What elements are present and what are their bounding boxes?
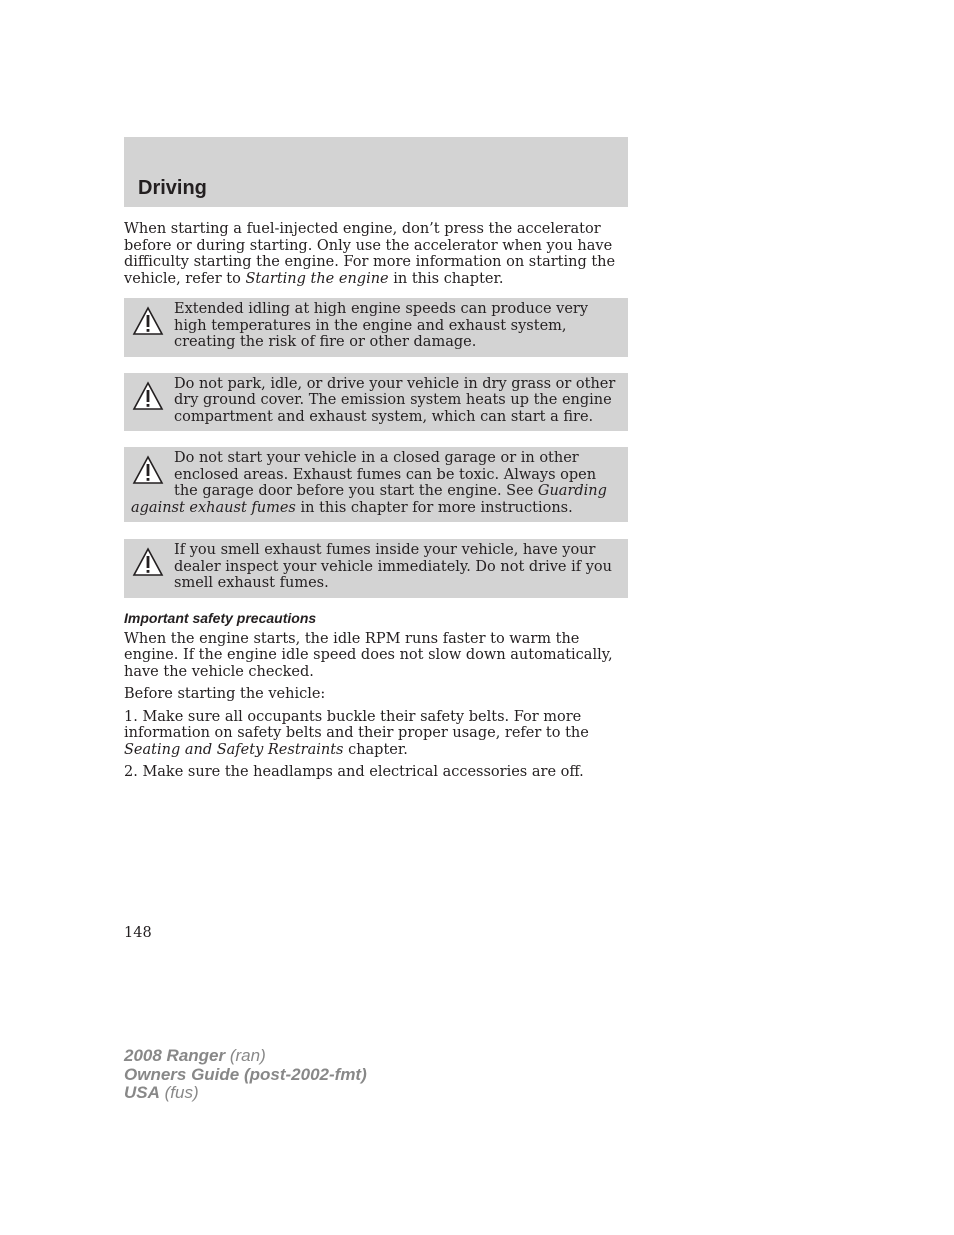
exhaust-fumes-reference: Guarding against exhaust fumes	[131, 483, 607, 516]
page-number: 148	[124, 925, 152, 941]
warning-triangle-icon	[132, 306, 164, 336]
document-footer	[124, 1047, 367, 1103]
list-item-text: 1. Make sure all occupants buckle their safety belts. For more information on safety belts and their proper usage, refer to the	[124, 708, 589, 741]
warning-text: If you smell exhaust fumes inside your vehicle, have your dealer inspect your vehicle immediately. Do not drive if you smell exhaust fumes.	[174, 542, 612, 591]
warning-triangle-icon	[132, 381, 164, 411]
warning-text: Do not park, idle, or drive your vehicle in dry grass or other dry ground cover. The emission system heats up the engine compartment and exhaust system, which can start a fire.	[174, 375, 616, 425]
page-content	[124, 221, 628, 787]
warning-text-end: in this chapter for more instructions.	[295, 499, 573, 516]
warning-box-dry-grass	[124, 373, 628, 432]
chapter-title: Driving	[138, 177, 207, 199]
section-paragraph: When the engine starts, the idle RPM runs faster to warm the engine. If the engine idle speed does not slow down automatically, have the vehicle checked.	[124, 630, 613, 680]
starting-engine-reference: Starting the engine	[245, 270, 389, 287]
chapter-header-band	[124, 137, 628, 207]
list-item: 2. Make sure the headlamps and electrical accessories are off.	[124, 764, 584, 780]
warning-triangle-icon	[132, 455, 164, 485]
section-paragraph: Before starting the vehicle:	[124, 686, 326, 702]
list-item-text-end: chapter.	[343, 741, 408, 758]
footer-line-market: USA (fus)	[124, 1083, 199, 1102]
section-heading: Important safety precautions	[124, 609, 317, 626]
seating-restraints-reference: Seating and Safety Restraints	[124, 741, 344, 758]
warning-triangle-icon	[132, 547, 164, 577]
warning-box-exhaust-smell	[124, 539, 628, 598]
warning-box-idling	[124, 298, 628, 357]
warning-text: Extended idling at high engine speeds can produce very high temperatures in the engine and exhaust system, creating the risk of fire or other damage.	[174, 301, 589, 350]
intro-paragraph	[124, 221, 628, 287]
warning-text: Do not start your vehicle in a closed garage or in other enclosed areas. Exhaust fumes can be toxic. Always open the garage door before you start the engine. See	[174, 450, 597, 499]
footer-line-guide: Owners Guide (post-2002-fmt)	[124, 1064, 367, 1084]
warning-box-garage	[124, 447, 628, 522]
intro-text: When starting a fuel-injected engine, don’t press the accelerator before or during starting. Only use the accelerator when you have difficulty starting the engine. For more information on starting the vehicle, refer to	[124, 221, 616, 287]
footer-line-model: 2008 Ranger (ran)	[124, 1046, 266, 1065]
intro-text-end: in this chapter.	[388, 270, 504, 287]
list-item	[124, 709, 628, 759]
